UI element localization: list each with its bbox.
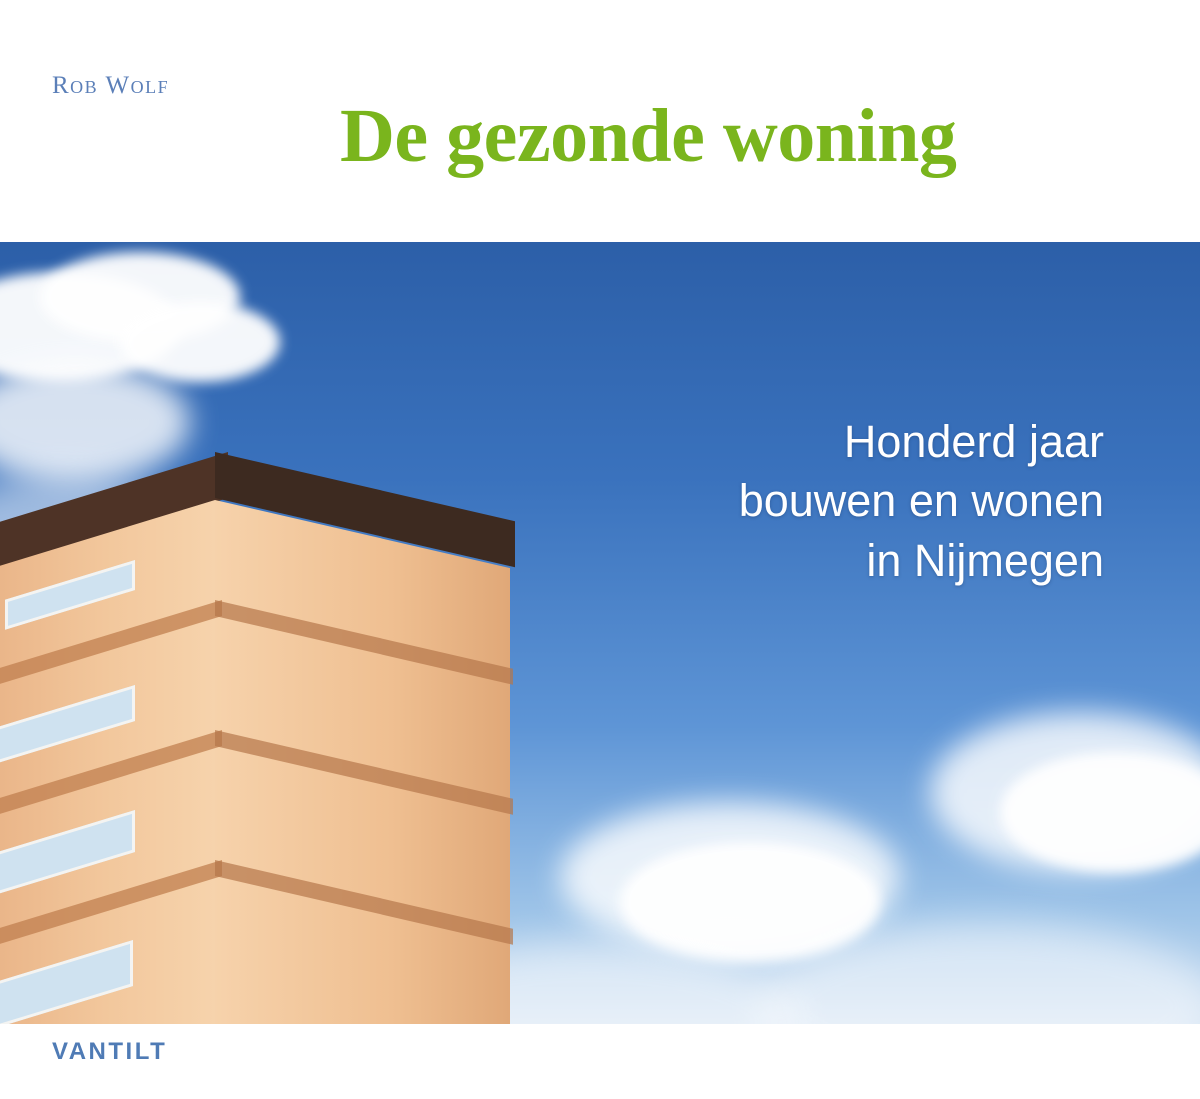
subtitle (624, 412, 1104, 590)
building-illustration (0, 350, 540, 1024)
cover-photo (0, 242, 1200, 1024)
publisher-logo: VANTILT (52, 1038, 168, 1065)
cover-footer (0, 1024, 1200, 1099)
subtitle-line-3: in Nijmegen (866, 534, 1104, 586)
subtitle-line-2: bouwen en wonen (738, 475, 1104, 527)
author-name: Rob Wolf (52, 72, 170, 99)
facade-right (215, 500, 510, 1024)
page-title: De gezonde woning (340, 94, 957, 178)
cover-header (0, 0, 1200, 242)
subtitle-line-1: Honderd jaar (843, 416, 1104, 467)
